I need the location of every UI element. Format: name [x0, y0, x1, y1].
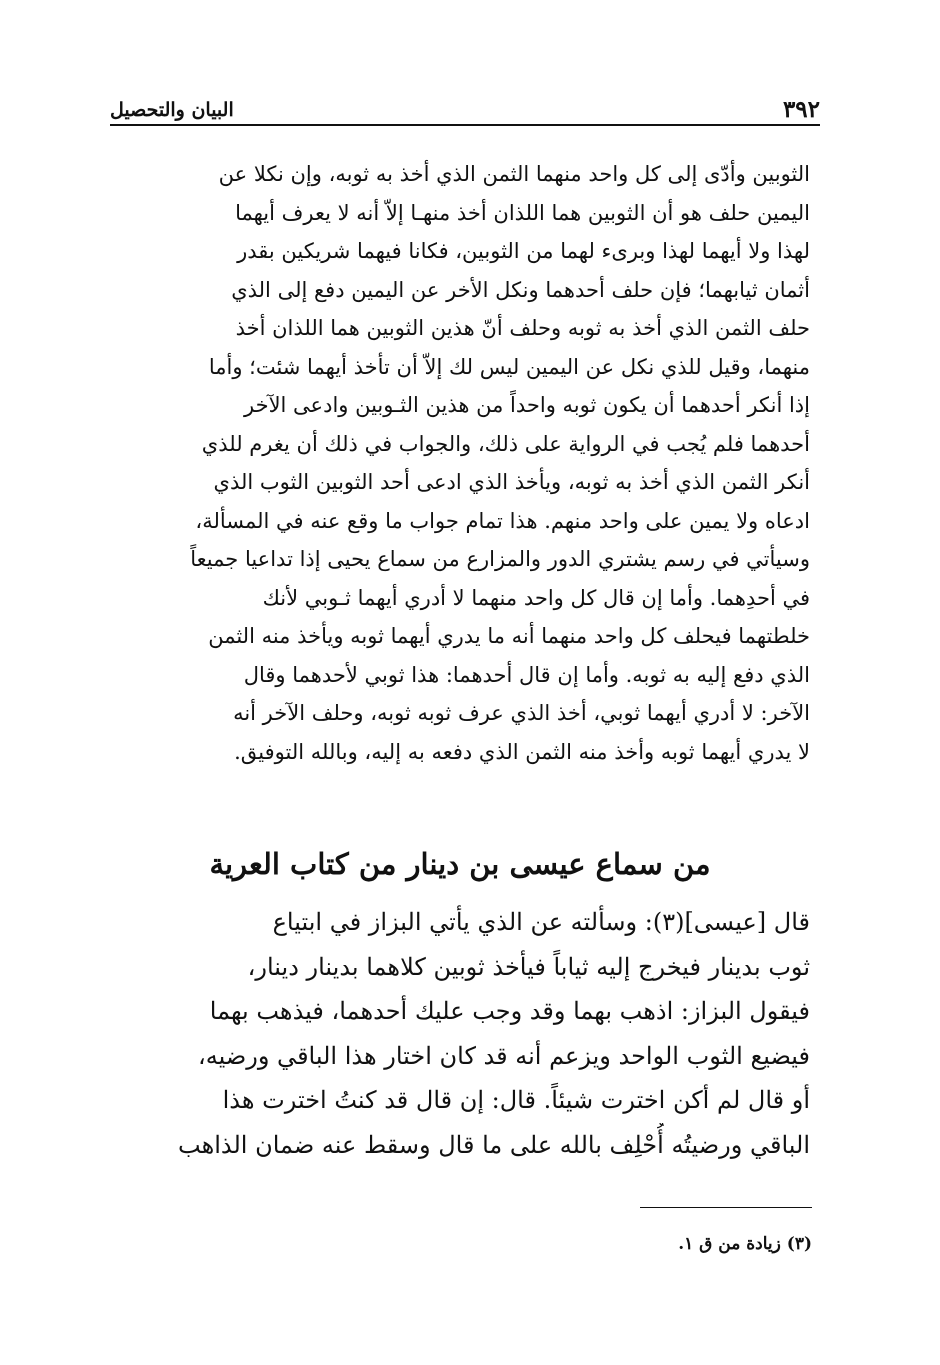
text-line: أنكر الثمن الذي أخذ به ثوبه، ويأخذ الذي ادعى أحد الثوبين الثوب الذي — [213, 470, 810, 494]
section-heading: من سماع عيسى بن دينار من كتاب العرية — [209, 847, 711, 881]
page-number: ٣٩٢ — [782, 96, 820, 123]
text-line: منهما، وقيل للذي نكل عن اليمين ليس لك إلاّ أن تأخذ أيهما شئت؛ وأما — [208, 354, 810, 379]
footnote-rule — [640, 1207, 812, 1208]
text-line: أحدهما فلم يُجب في الرواية على ذلك، والجواب في ذلك أن يغرم للذي — [201, 431, 810, 456]
text-line: وسيأتي في رسم يشتري الدور والمزارع من سماع يحيى إذا تداعيا جميعاً — [190, 547, 810, 571]
text-line: إذا أنكر أحدهما أن يكون ثوبه واحداً من هذين الثـوبين وادعى الآخر — [244, 393, 810, 417]
main-text-block — [110, 155, 810, 771]
footnote: (٣) زيادة من ق ١. — [678, 1234, 812, 1254]
text-line: لا يدري أيهما ثوبه وأخذ منه الثمن الذي دفعه به إليه، وبالله التوفيق. — [234, 739, 810, 764]
text-line: في أحدِهما. وأما إن قال كل واحد منهما لا أدري أيهما ثـوبي لأنك — [262, 585, 810, 610]
text-line: أثمان ثيابهما؛ فإن حلف أحدهما ونكل الأخر عن اليمين دفع إلى الذي — [231, 277, 810, 302]
text-line: الباقي ورضيتُه أُحْلِف بالله على ما قال وسقط عنه ضمان الذاهب — [178, 1130, 810, 1159]
text-line: ثوب بدينار فيخرج إليه ثياباً فيأخذ ثوبين كلاهما بدينار دينار، — [247, 952, 810, 981]
text-line: الثوبين وأدّى إلى كل واحد منهما الثمن الذي أخذ به ثوبه، وإن نكلا عن — [218, 162, 810, 186]
running-title: البيان والتحصيل — [110, 99, 234, 121]
text-line: اليمين حلف هو أن الثوبين هما اللذان أخذ منهـا إلاّ أنه لا يعرف أيهما — [235, 200, 810, 225]
section-text-block — [110, 900, 810, 1167]
text-line: أو قال لم أكن اخترت شيئاً. قال: إن قال قد كنتُ اخترت هذا — [222, 1086, 810, 1114]
text-line: الآخر: لا أدري أيهما ثوبي، أخذ الذي عرف ثوبه ثوبه، وحلف الآخر أنه — [233, 701, 810, 725]
text-line: خلطتهما فيحلف كل واحد منهما أنه ما يدري أيهما ثوبه ويأخذ منه الثمن — [208, 624, 810, 648]
text-line: قال [عيسى](٣): وسألته عن الذي يأتي البزاز في ابتياع — [272, 908, 810, 936]
text-line: الذي دفع إليه به ثوبه. وأما إن قال أحدهما: هذا ثوبي لأحدهما وقال — [243, 662, 810, 687]
text-line: ادعاه ولا يمين على واحد منهم. هذا تمام جواب ما وقع عنه في المسألة، — [195, 508, 810, 533]
text-line: حلف الثمن الذي أخذ به ثوبه وحلف أنّ هذين الثوبين هما اللذان أخذ — [235, 316, 810, 340]
text-line: فيضيع الثوب الواحد ويزعم أنه قد كان اختار هذا الباقي ورضيه، — [198, 1041, 810, 1070]
text-line: لهذا ولا أيهما لهذا وبرىء لهما من الثوبين، فكانا فيهما شريكين بقدر — [237, 239, 810, 263]
header-rule — [110, 124, 820, 126]
text-line: فيقول البزاز: اذهب بهما وقد وجب عليك أحدهما، فيذهب بهما — [209, 997, 810, 1025]
page-header — [110, 95, 820, 125]
